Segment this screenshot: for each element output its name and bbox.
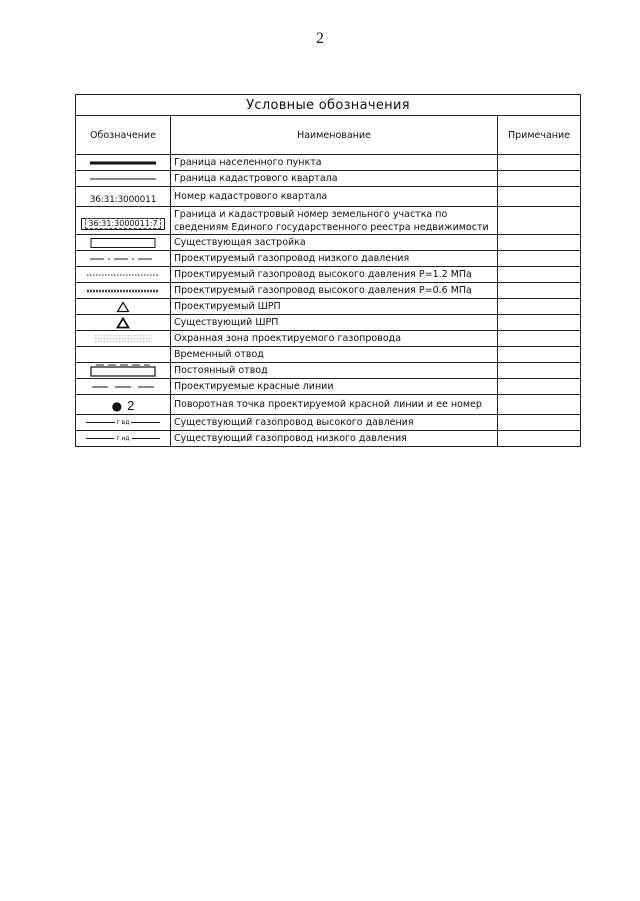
quarter-code: 36:31:3000011 (89, 195, 157, 205)
temporary-allotment-symbol (76, 347, 171, 363)
legend-table (75, 94, 581, 447)
row-note (498, 395, 581, 415)
parcel-code: 36:31:3000011:7 (85, 218, 160, 229)
turning-point-symbol: ● 2 (76, 395, 171, 415)
table-row (76, 283, 581, 299)
row-note (498, 363, 581, 379)
table-row (76, 315, 581, 331)
table-row (76, 187, 581, 207)
row-note (498, 331, 581, 347)
header-note: Примечание (498, 116, 581, 155)
table-row (76, 235, 581, 251)
row-name: Существующий газопровод высокого давления (171, 415, 498, 431)
triangle-outline-icon (76, 299, 171, 315)
high-pressure-pipe-0-6-symbol (76, 283, 171, 299)
pipe-label: г вд (116, 418, 130, 426)
table-row (76, 379, 581, 395)
row-note (498, 379, 581, 395)
row-note (498, 207, 581, 235)
row-name: Проектируемый газопровод низкого давления (171, 251, 498, 267)
existing-low-pipe-symbol (76, 431, 171, 447)
table-row (76, 331, 581, 347)
table-row (76, 251, 581, 267)
row-name: Граница кадастрового квартала (171, 171, 498, 187)
row-name: Граница населенного пункта (171, 155, 498, 171)
table-row (76, 155, 581, 171)
row-note (498, 431, 581, 447)
row-note (498, 187, 581, 207)
table-row (76, 207, 581, 235)
row-note (498, 347, 581, 363)
row-name: Поворотная точка проектируемой красной линии и ее номер (171, 395, 498, 415)
table-row (76, 363, 581, 379)
permanent-allotment-symbol (76, 363, 171, 379)
row-note (498, 315, 581, 331)
row-name-line2: сведениям Единого государственного реестра недвижимости (174, 221, 489, 233)
table-row (76, 431, 581, 447)
triangle-outline-bold-icon (76, 315, 171, 331)
row-name: Временный отвод (171, 347, 498, 363)
row-name: Постоянный отвод (171, 363, 498, 379)
row-name: Существующая застройка (171, 235, 498, 251)
table-row (76, 395, 581, 415)
table-row (76, 267, 581, 283)
row-note (498, 415, 581, 431)
table-row (76, 171, 581, 187)
parcel-symbol (76, 207, 171, 235)
low-pressure-pipe-symbol (76, 251, 171, 267)
legend-title: Условные обозначения (76, 95, 581, 116)
row-name: Проектируемый ШРП (171, 299, 498, 315)
header-name: Наименование (171, 116, 498, 155)
header-symbol: Обозначение (76, 116, 171, 155)
row-name-line1: Граница и кадастровый номер земельного участка по (174, 208, 448, 220)
row-name: Существующий ШРП (171, 315, 498, 331)
pipe-label: г нд (116, 434, 130, 442)
quarter-number-symbol (76, 187, 171, 207)
row-note (498, 283, 581, 299)
row-name: Существующий газопровод низкого давления (171, 431, 498, 447)
row-name: Проектируемый газопровод высокого давления P=1.2 МПа (171, 267, 498, 283)
table-row (76, 299, 581, 315)
quarter-boundary-symbol (76, 171, 171, 187)
existing-high-pipe-symbol (76, 415, 171, 431)
red-lines-symbol (76, 379, 171, 395)
table-row (76, 347, 581, 363)
existing-building-symbol (76, 235, 171, 251)
row-name: Охранная зона проектируемого газопровода (171, 331, 498, 347)
row-note (498, 267, 581, 283)
row-name: Проектируемый газопровод высокого давления P=0.6 МПа (171, 283, 498, 299)
turning-point-number: 2 (127, 398, 135, 413)
page-number: 2 (316, 30, 324, 47)
row-note (498, 299, 581, 315)
row-name: Проектируемые красные линии (171, 379, 498, 395)
table-row (76, 415, 581, 431)
row-note (498, 171, 581, 187)
high-pressure-pipe-1-2-symbol (76, 267, 171, 283)
row-name: Номер кадастрового квартала (171, 187, 498, 207)
protection-zone-symbol (76, 331, 171, 347)
row-name (171, 207, 498, 235)
row-note (498, 155, 581, 171)
row-note (498, 235, 581, 251)
settlement-boundary-symbol (76, 155, 171, 171)
row-note (498, 251, 581, 267)
